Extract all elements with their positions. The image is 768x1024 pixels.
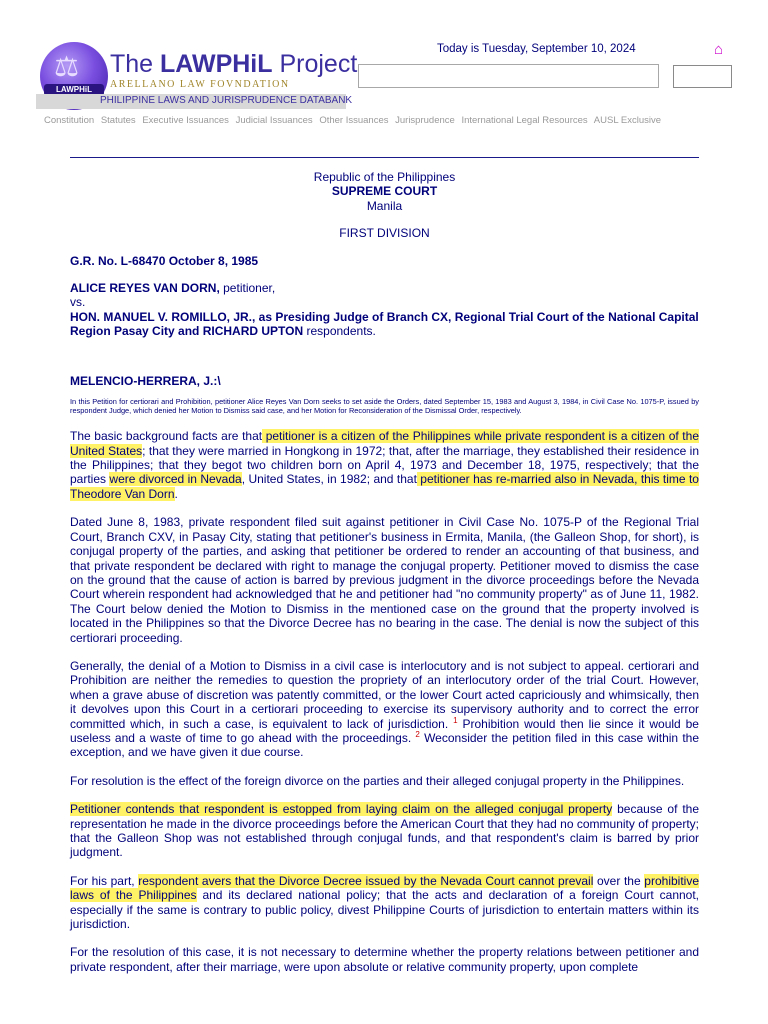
search-input[interactable]: [358, 64, 659, 88]
intro-paragraph: In this Petition for certiorari and Prohibition, petitioner Alice Reyes Van Dorn seeks to set aside the Orders, dated September 15, 1983 and August 3, 1984, in Civil Case No. 1075-P, issued by respondent Judge, which denied her Motion to Dismiss said case, and her Motion for Reconsideration of the Dismissal Order, respectively.: [70, 397, 699, 415]
search-button[interactable]: [673, 65, 732, 88]
case-parties: [70, 281, 699, 339]
paragraph-background: The basic background facts are that petitioner is a citizen of the Philippines while private respondent is a citizen of the United States; that they were married in Hongkong in 1972; that, after the marriage, they established their residence in the Philippines; that they begot two children born on April 4, 1973 and December 18, 1975, respectively; that the parties were divorced in Nevada, United States, in 1982; and that petitioner has re-married also in Nevada, this time to Theodore Van Dorn.: [70, 429, 699, 501]
nav-statutes[interactable]: Statutes: [100, 115, 136, 126]
paragraph-suit: Dated June 8, 1983, private respondent filed suit against petitioner in Civil Case No. 1075-P of the Regional Trial Court, Branch CXV, in Pasay City, stating that petitioner's business in Ermita, Manila, (the Galleon Shop, for short), is conjugal property of the parties, and asking that petitioner be ordered to render an accounting of that business, and that private respondent be declared with right to manage the conjugal property. Petitioner moved to dismiss the case on the ground that the cause of action is barred by previous judgment in the divorce proceedings before the Nevada Court wherein respondent had acknowledged that he and petitioner had "no community property" as of June 11, 1982. The Court below denied the Motion to Dismiss in the mentioned case on the ground that the property involved is located in the Philippines so that the Divorce Decree has no bearing in the case. The denial is now the subject of this certiorari proceeding.: [70, 515, 699, 645]
highlight: petitioner has re-married also in Nevada, this time to Theodore Van Dorn: [70, 472, 699, 501]
division-name: FIRST DIVISION: [339, 226, 430, 241]
highlight: petitioner is a citizen of the Philippines while private respondent is a citizen of the United States: [70, 429, 699, 458]
logo-tag: LAWPHiL: [44, 84, 104, 96]
highlight: respondent avers that the Divorce Decree issued by the Nevada Court cannot prevail: [138, 873, 594, 888]
nav-jurisprudence[interactable]: Jurisprudence: [395, 115, 455, 126]
databank-banner: PHILIPPINE LAWS AND JURISPRUDENCE DATABANK: [36, 94, 346, 109]
paragraph-resolution: For resolution is the effect of the foreign divorce on the parties and their alleged conjugal property in the Philippines.: [70, 773, 685, 788]
petitioner-name: ALICE REYES VAN DORN,: [70, 281, 220, 296]
site-header: [0, 0, 768, 140]
nav-constitution[interactable]: Constitution: [44, 115, 95, 126]
paragraph-property-relations: For the resolution of this case, it is not necessary to determine whether the property relations between petitioner and private respondent, after their marriage, were upon absolute or relative community property, upon complete: [70, 945, 699, 974]
case-number: G.R. No. L-68470 October 8, 1985: [70, 253, 259, 268]
decision-document: [70, 170, 699, 988]
nav-international-legal-resources[interactable]: International Legal Resources: [461, 115, 588, 126]
paragraph-petitioner-contention: Petitioner contends that respondent is estopped from laying claim on the alleged conjugal property because of the representation he made in the divorce proceedings before the American Court that they had no community of property; that the Galleon Shop was not established through conjugal funds, and that respondent's claim is barred by prior judgment.: [70, 802, 700, 860]
today-date: Today is Tuesday, September 10, 2024: [437, 43, 636, 55]
nav-ausl-exclusive[interactable]: AUSL Exclusive: [593, 115, 662, 126]
court-name: SUPREME COURT: [331, 184, 438, 199]
versus: vs.: [70, 295, 86, 310]
nav-other-issuances[interactable]: Other Issuances: [319, 115, 389, 126]
highlight: were divorced in Nevada: [109, 472, 242, 487]
nav-executive-issuances[interactable]: Executive Issuances: [142, 115, 229, 126]
nav-judicial-issuances[interactable]: Judicial Issuances: [235, 115, 313, 126]
paragraph-respondent-contention: For his part, respondent avers that the Divorce Decree issued by the Nevada Court cannot prevail over the prohibitive laws of the Philippines and its declared national policy; that the acts and declaration of a foreign Court cannot, especially if the same is contrary to public policy, divest Philippine Courts of jurisdiction to entertain matters within its jurisdiction.: [70, 873, 700, 932]
main-nav: [44, 115, 665, 126]
court-city: Manila: [366, 198, 403, 213]
petitioner-role: petitioner,: [219, 281, 276, 296]
home-icon[interactable]: ⌂: [714, 41, 724, 58]
court-heading: [70, 170, 699, 213]
footnote-link-1[interactable]: 1: [453, 715, 458, 725]
highlight: prohibitive laws of the Philippines: [70, 873, 699, 903]
scales-icon: ⚖: [54, 50, 80, 83]
respondent-name: HON. MANUEL V. ROMILLO, JR., as Presiding Judge of Branch CX, Regional Trial Court of the National Capital Region Pasay City and RICHARD UPTON: [70, 309, 699, 339]
ponente: MELENCIO-HERRERA, J.:\: [70, 373, 221, 388]
header-divider: [70, 157, 699, 158]
highlight: Petitioner contends that respondent is estopped from laying claim on the alleged conjugal property: [70, 802, 613, 817]
brand-title[interactable]: The LAWPHiL Project: [110, 50, 358, 78]
foundation-name: ARELLANO LAW FOVNDATION: [110, 79, 290, 90]
republic-line: Republic of the Philippines: [313, 170, 456, 184]
respondent-role: respondents.: [303, 324, 376, 339]
footnote-link-2[interactable]: 2: [415, 729, 420, 739]
paragraph-certiorari: Generally, the denial of a Motion to Dismiss in a civil case is interlocutory and is not subject to appeal. certiorari and Prohibition are neither the remedies to question the propriety of an interlocutory order of the trial Court. However, when a grave abuse of discretion was patently committed, or the lower Court acted capriciously and whimsically, then it devolves upon this Court in a certiorari proceeding to exercise its supervisory authority and to correct the error committed which, in such a case, is equivalent to lack of jurisdiction. $^1$ Prohibition would then lie since it would be useless and a waste of time to go ahead with the proceedings. $^2$ Weconsider the petition filed in this case within the exception, and we have given it due course.: [70, 658, 700, 760]
